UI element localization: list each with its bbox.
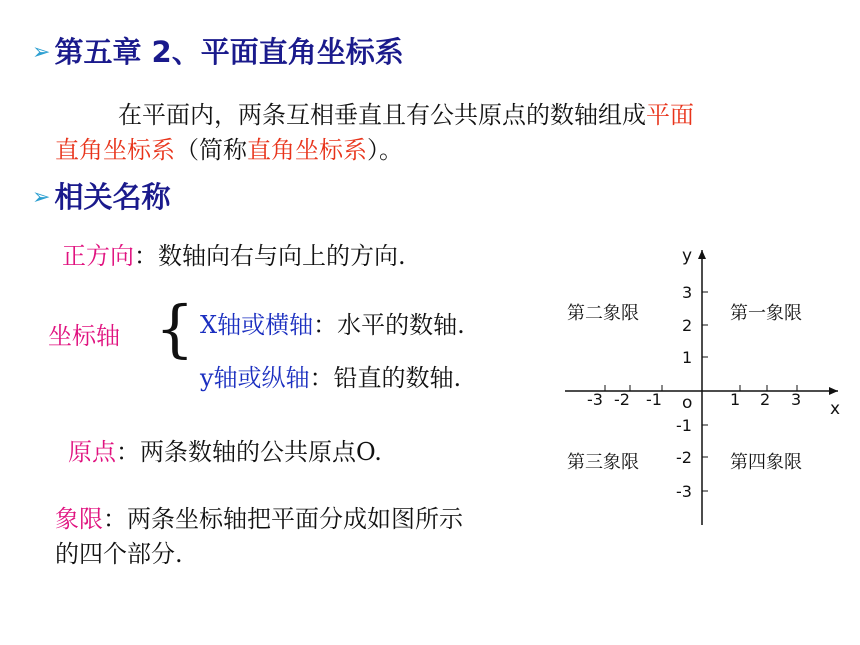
y-axis-label: y bbox=[682, 246, 693, 266]
arrow-bullet-icon: ➢ bbox=[32, 185, 51, 210]
positive-direction-term: 正方向 bbox=[62, 242, 134, 270]
y-tick-label: 2 bbox=[682, 316, 693, 335]
intro-highlight: 平面 bbox=[646, 101, 694, 129]
intro-text-mid: （简称 bbox=[175, 136, 247, 164]
x-tick-label: -3 bbox=[587, 390, 603, 409]
positive-direction-desc: ：数轴向右与向上的方向. bbox=[134, 242, 406, 270]
page-title-text: 第五章 2、平面直角坐标系 bbox=[54, 35, 404, 69]
x-tick-label: 1 bbox=[730, 390, 741, 409]
y-tick-label: -1 bbox=[676, 416, 692, 435]
x-axis-term: X轴或横轴 bbox=[200, 311, 314, 339]
y-axis-desc: ：铅直的数轴. bbox=[309, 364, 462, 392]
x-axis-desc: ：水平的数轴. bbox=[313, 311, 465, 339]
quadrant-label-3: 第三象限 bbox=[567, 452, 639, 473]
x-tick-label: -2 bbox=[614, 390, 630, 409]
y-axis-term: y轴或纵轴 bbox=[200, 364, 310, 392]
y-tick-label: 3 bbox=[682, 283, 693, 302]
quadrant-label-2: 第二象限 bbox=[567, 303, 639, 324]
y-tick-label: 1 bbox=[682, 348, 693, 367]
quadrant-label-1: 第一象限 bbox=[730, 303, 802, 324]
y-tick-label: -3 bbox=[676, 482, 692, 501]
arrow-bullet-icon: ➢ bbox=[32, 40, 51, 65]
section-heading-text: 相关名称 bbox=[54, 180, 171, 214]
intro-text-end: ）。 bbox=[367, 136, 403, 164]
quadrant-desc: ：两条坐标轴把平面分成如图所示 bbox=[103, 505, 463, 533]
origin-desc: ：两条数轴的公共原点O. bbox=[116, 438, 382, 466]
x-axis-label: x bbox=[830, 399, 841, 419]
intro-highlight-short-term: 直角坐标系 bbox=[247, 136, 367, 164]
origin-term: 原点 bbox=[68, 438, 116, 466]
y-tick-label: -2 bbox=[676, 448, 692, 467]
origin-label: o bbox=[682, 393, 693, 413]
x-tick-label: 2 bbox=[760, 390, 771, 409]
intro-highlight-term: 直角坐标系 bbox=[55, 136, 175, 164]
intro-text: 在平面内，两条互相垂直且有公共原点的数轴组成 bbox=[118, 101, 646, 129]
quadrant-definition-line-2: 的四个部分. bbox=[55, 540, 183, 568]
x-tick-label: -1 bbox=[646, 390, 662, 409]
quadrant-label-4: 第四象限 bbox=[730, 452, 802, 473]
x-tick-label: 3 bbox=[791, 390, 802, 409]
brace-symbol: { bbox=[155, 292, 195, 365]
axes-term: 坐标轴 bbox=[48, 322, 120, 350]
quadrant-term: 象限 bbox=[55, 505, 103, 533]
